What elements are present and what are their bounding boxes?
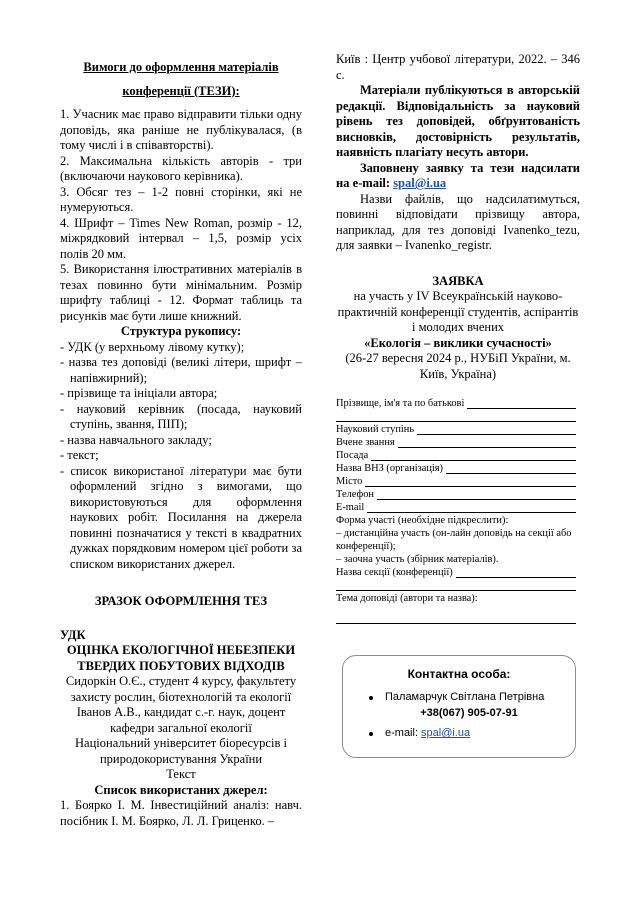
- contact-box: [342, 655, 576, 758]
- conference-name: «Екологія – виклики сучасності»: [364, 335, 552, 350]
- field-name-line2[interactable]: [336, 411, 576, 422]
- participation-option-correspondence[interactable]: – заочна участь (збірник матеріалів).: [336, 553, 499, 565]
- rule-5: 5. Використання ілюстративних матеріалів в тезах повинно бути мінімальним. Розмір шрифту таблиці - 12. Формат таблиць та рисунків має бути лише книжний.: [60, 262, 302, 323]
- reference-1-continued: Київ : Центр учбової літератури, 2022. – 346 с.: [336, 52, 580, 82]
- rule-1: 1. Учасник має право відправити тільки одну доповідь, яка раніше не публікувалася, (в тому числі і в співавторстві).: [60, 107, 302, 152]
- structure-title: Структура рукопису:: [120, 324, 242, 338]
- field-name[interactable]: Прізвище, ім'я та по батькові: [336, 398, 576, 411]
- rule-4: 4. Шрифт – Times New Roman, розмір - 12, міжрядковий інтервал – 1,5, розмір усіх полів 20 мм.: [60, 215, 302, 261]
- field-rank[interactable]: Вчене звання: [336, 437, 576, 450]
- references-title: Список використаних джерел:: [94, 782, 268, 797]
- email-link[interactable]: spal@i.ua: [393, 176, 447, 190]
- reference-1: 1. Боярко І. М. Інвестиційний аналіз: навч. посібник І. М. Боярко, Л. Л. Гриценко. –: [60, 798, 302, 828]
- structure-list: [60, 340, 302, 573]
- files-note: Назви файлів, що надсилатимуться, повинні відповідати прізвищу автора, наприклад, для тез доповіді Ivanenko_tezu, для заявки – Ivanenko_registr.: [336, 191, 580, 252]
- requirements-title-line1: Вимоги до оформлення матеріалів: [83, 60, 279, 74]
- structure-item: - науковий керівник (посада, науковий ступінь, звання, ПІП);: [60, 401, 302, 431]
- structure-item: - УДК (у верхньому лівому кутку);: [60, 339, 245, 354]
- contact-email-link[interactable]: spal@i.ua: [421, 727, 471, 740]
- structure-item: - прізвище та ініціали автора;: [60, 386, 218, 400]
- right-column: [336, 52, 580, 626]
- conference-dates: (26-27 вересня 2024 р., НУБіП України, м. Київ, Україна): [345, 351, 571, 381]
- rule-2: 2. Максимальна кількість авторів - три (включаючи наукового керівника).: [60, 153, 302, 183]
- field-section-line2[interactable]: [336, 580, 576, 591]
- field-topic-line[interactable]: [336, 613, 576, 624]
- structure-item: - назва навчального закладу;: [60, 432, 212, 447]
- university-name: Національний університет біоресурсів і природокористування України: [75, 736, 287, 766]
- contact-person-row: [369, 691, 575, 705]
- field-university[interactable]: Назва ВНЗ (організація): [336, 463, 576, 476]
- left-column: [60, 60, 302, 829]
- field-email[interactable]: E-mail: [336, 502, 576, 515]
- contact-person: Паламарчук Світлана Петрівна: [385, 690, 545, 703]
- contact-email-label: e-mail:: [385, 727, 419, 740]
- bullet-icon: [369, 732, 373, 736]
- field-city[interactable]: Місто: [336, 476, 576, 489]
- sample-title: ЗРАЗОК ОФОРМЛЕННЯ ТЕЗ: [94, 594, 268, 608]
- field-position[interactable]: Посада: [336, 450, 576, 463]
- udk-label: УДК: [60, 627, 86, 642]
- requirements-title-line2: конференції (ТЕЗИ):: [122, 83, 240, 98]
- thesis-title: ОЦІНКА ЕКОЛОГІЧНОЇ НЕБЕЗПЕКИ ТВЕРДИХ ПОБУТОВИХ ВІДХОДІВ: [66, 643, 296, 673]
- structure-item: - назва тез доповіді (великі літери, шрифт – напівжирний);: [60, 355, 302, 385]
- contact-title: Контактна особа:: [407, 667, 511, 681]
- participation-option-online[interactable]: – дистанційна участь (он-лайн доповідь на секції або конференції);: [336, 527, 572, 552]
- rule-3: 3. Обсяг тез – 1-2 повні сторінки, які не нумеруються.: [60, 184, 302, 214]
- field-phone[interactable]: Телефон: [336, 489, 576, 502]
- structure-item: - список використаної літератури має бути оформлений згідно з вимогами, що використовуються для оформлення наукових робіт. Посилання на джерела повинні позначатися у тексті в квадратних дужках порядковим номером цієї роботи за списком використаних джерел.: [60, 463, 302, 571]
- text-placeholder: Текст: [166, 767, 196, 781]
- send-text: Заповнену заявку та тези надсилати на e-mail:: [336, 160, 580, 190]
- contact-email-row: [369, 727, 575, 741]
- author-2: Іванов А.В., кандидат с.-г. наук, доцент кафедри загальної екології: [76, 705, 286, 735]
- field-degree[interactable]: Науковий ступінь: [336, 424, 576, 437]
- author-1: Сидоркін О.Є., студент 4 курсу, факультету захисту рослин, біотехнологій та екології: [65, 674, 297, 704]
- structure-item: - текст;: [60, 448, 99, 462]
- application-subtitle: на участь у IV Всеукраїнській науково-практичній конференції студентів, аспірантів і молодих вчених: [337, 289, 579, 334]
- published-note: Матеріали публікуються в авторській редакції. Відповідальність за науковий рівень тез доповідей, обґрунтованість висновків, достовірність результатів, наявність плагіату несуть автори.: [336, 83, 580, 159]
- application-title: ЗАЯВКА: [432, 273, 484, 288]
- participation-label: Форма участі (необхідне підкреслити):: [336, 515, 509, 526]
- application-form: [336, 398, 576, 624]
- field-section[interactable]: Назва секції (конференції): [336, 567, 576, 580]
- topic-label: Тема доповіді (автори та назва):: [336, 592, 478, 604]
- send-instructions: [336, 161, 580, 192]
- contact-phone: +38(067) 905-07-91: [420, 706, 518, 719]
- bullet-icon: [369, 696, 373, 700]
